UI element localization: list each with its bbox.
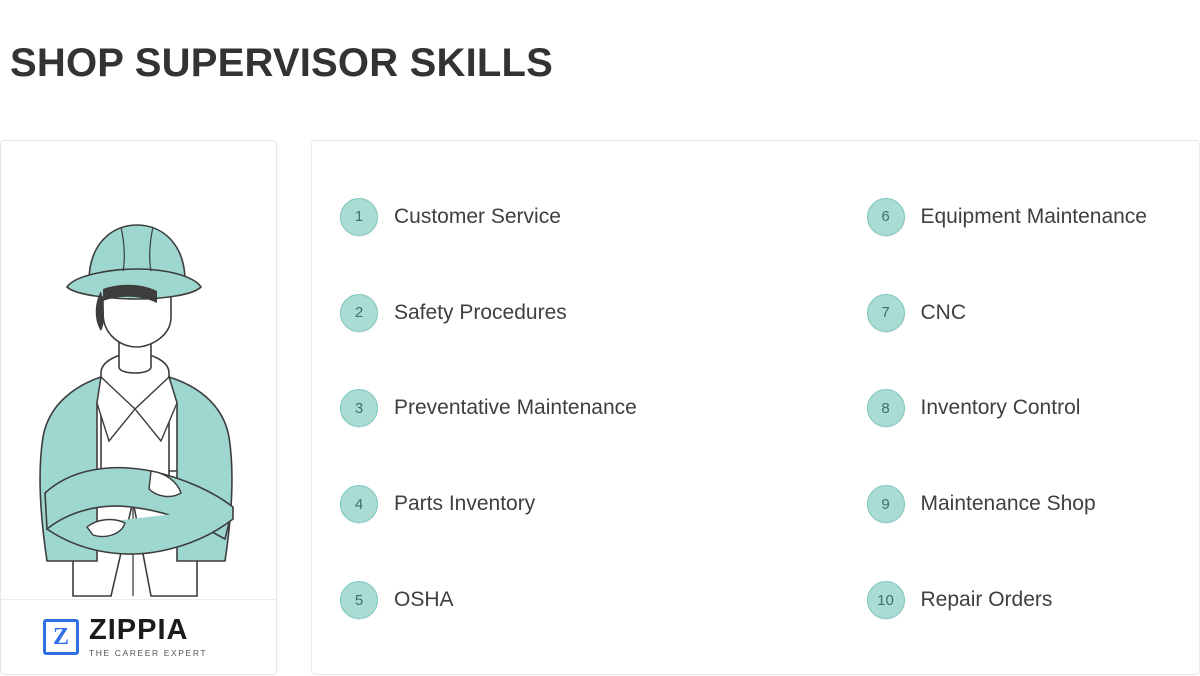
skill-item bbox=[340, 294, 567, 332]
skill-number-badge: 10 bbox=[867, 581, 905, 619]
skill-label: Maintenance Shop bbox=[920, 492, 1096, 516]
skill-number-badge: 6 bbox=[867, 198, 905, 236]
z-glyph: Z bbox=[52, 623, 69, 650]
skill-label: CNC bbox=[920, 300, 966, 324]
skill-number-badge: 3 bbox=[340, 389, 378, 427]
skill-label: Repair Orders bbox=[920, 588, 1053, 612]
skill-label: Preventative Maintenance bbox=[394, 396, 637, 420]
skill-number-badge: 8 bbox=[867, 389, 905, 427]
skill-item bbox=[340, 581, 454, 619]
supervisor-illustration bbox=[1, 141, 277, 601]
skill-label: Parts Inventory bbox=[394, 492, 536, 516]
skills-card bbox=[311, 140, 1200, 675]
skill-number-badge: 7 bbox=[867, 294, 905, 332]
skill-item bbox=[767, 485, 1096, 523]
skill-number-badge: 9 bbox=[867, 485, 905, 523]
skill-item bbox=[340, 198, 561, 236]
page-title: SHOP SUPERVISOR SKILLS bbox=[10, 40, 554, 85]
logo-name: ZIPPIA bbox=[89, 614, 189, 647]
skill-item bbox=[767, 198, 1147, 236]
skill-number-badge: 5 bbox=[340, 581, 378, 619]
logo-tagline: THE CAREER EXPERT bbox=[89, 648, 208, 659]
zippia-logo bbox=[1, 599, 277, 674]
skill-item bbox=[340, 389, 637, 427]
skill-item bbox=[767, 294, 967, 332]
skill-number-badge: 2 bbox=[340, 294, 378, 332]
skill-item bbox=[767, 389, 1081, 427]
skill-number-badge: 1 bbox=[340, 198, 378, 236]
illustration-card bbox=[0, 140, 277, 675]
skill-item bbox=[767, 581, 1053, 619]
skills-grid bbox=[312, 141, 1200, 676]
skill-number-badge: 4 bbox=[340, 485, 378, 523]
skill-item bbox=[340, 485, 535, 523]
skill-label: OSHA bbox=[394, 588, 454, 612]
skill-label: Equipment Maintenance bbox=[920, 204, 1147, 228]
zippia-logo-mark bbox=[43, 619, 79, 655]
skill-label: Customer Service bbox=[394, 204, 561, 228]
skill-label: Safety Procedures bbox=[394, 300, 567, 324]
skill-label: Inventory Control bbox=[920, 396, 1081, 420]
